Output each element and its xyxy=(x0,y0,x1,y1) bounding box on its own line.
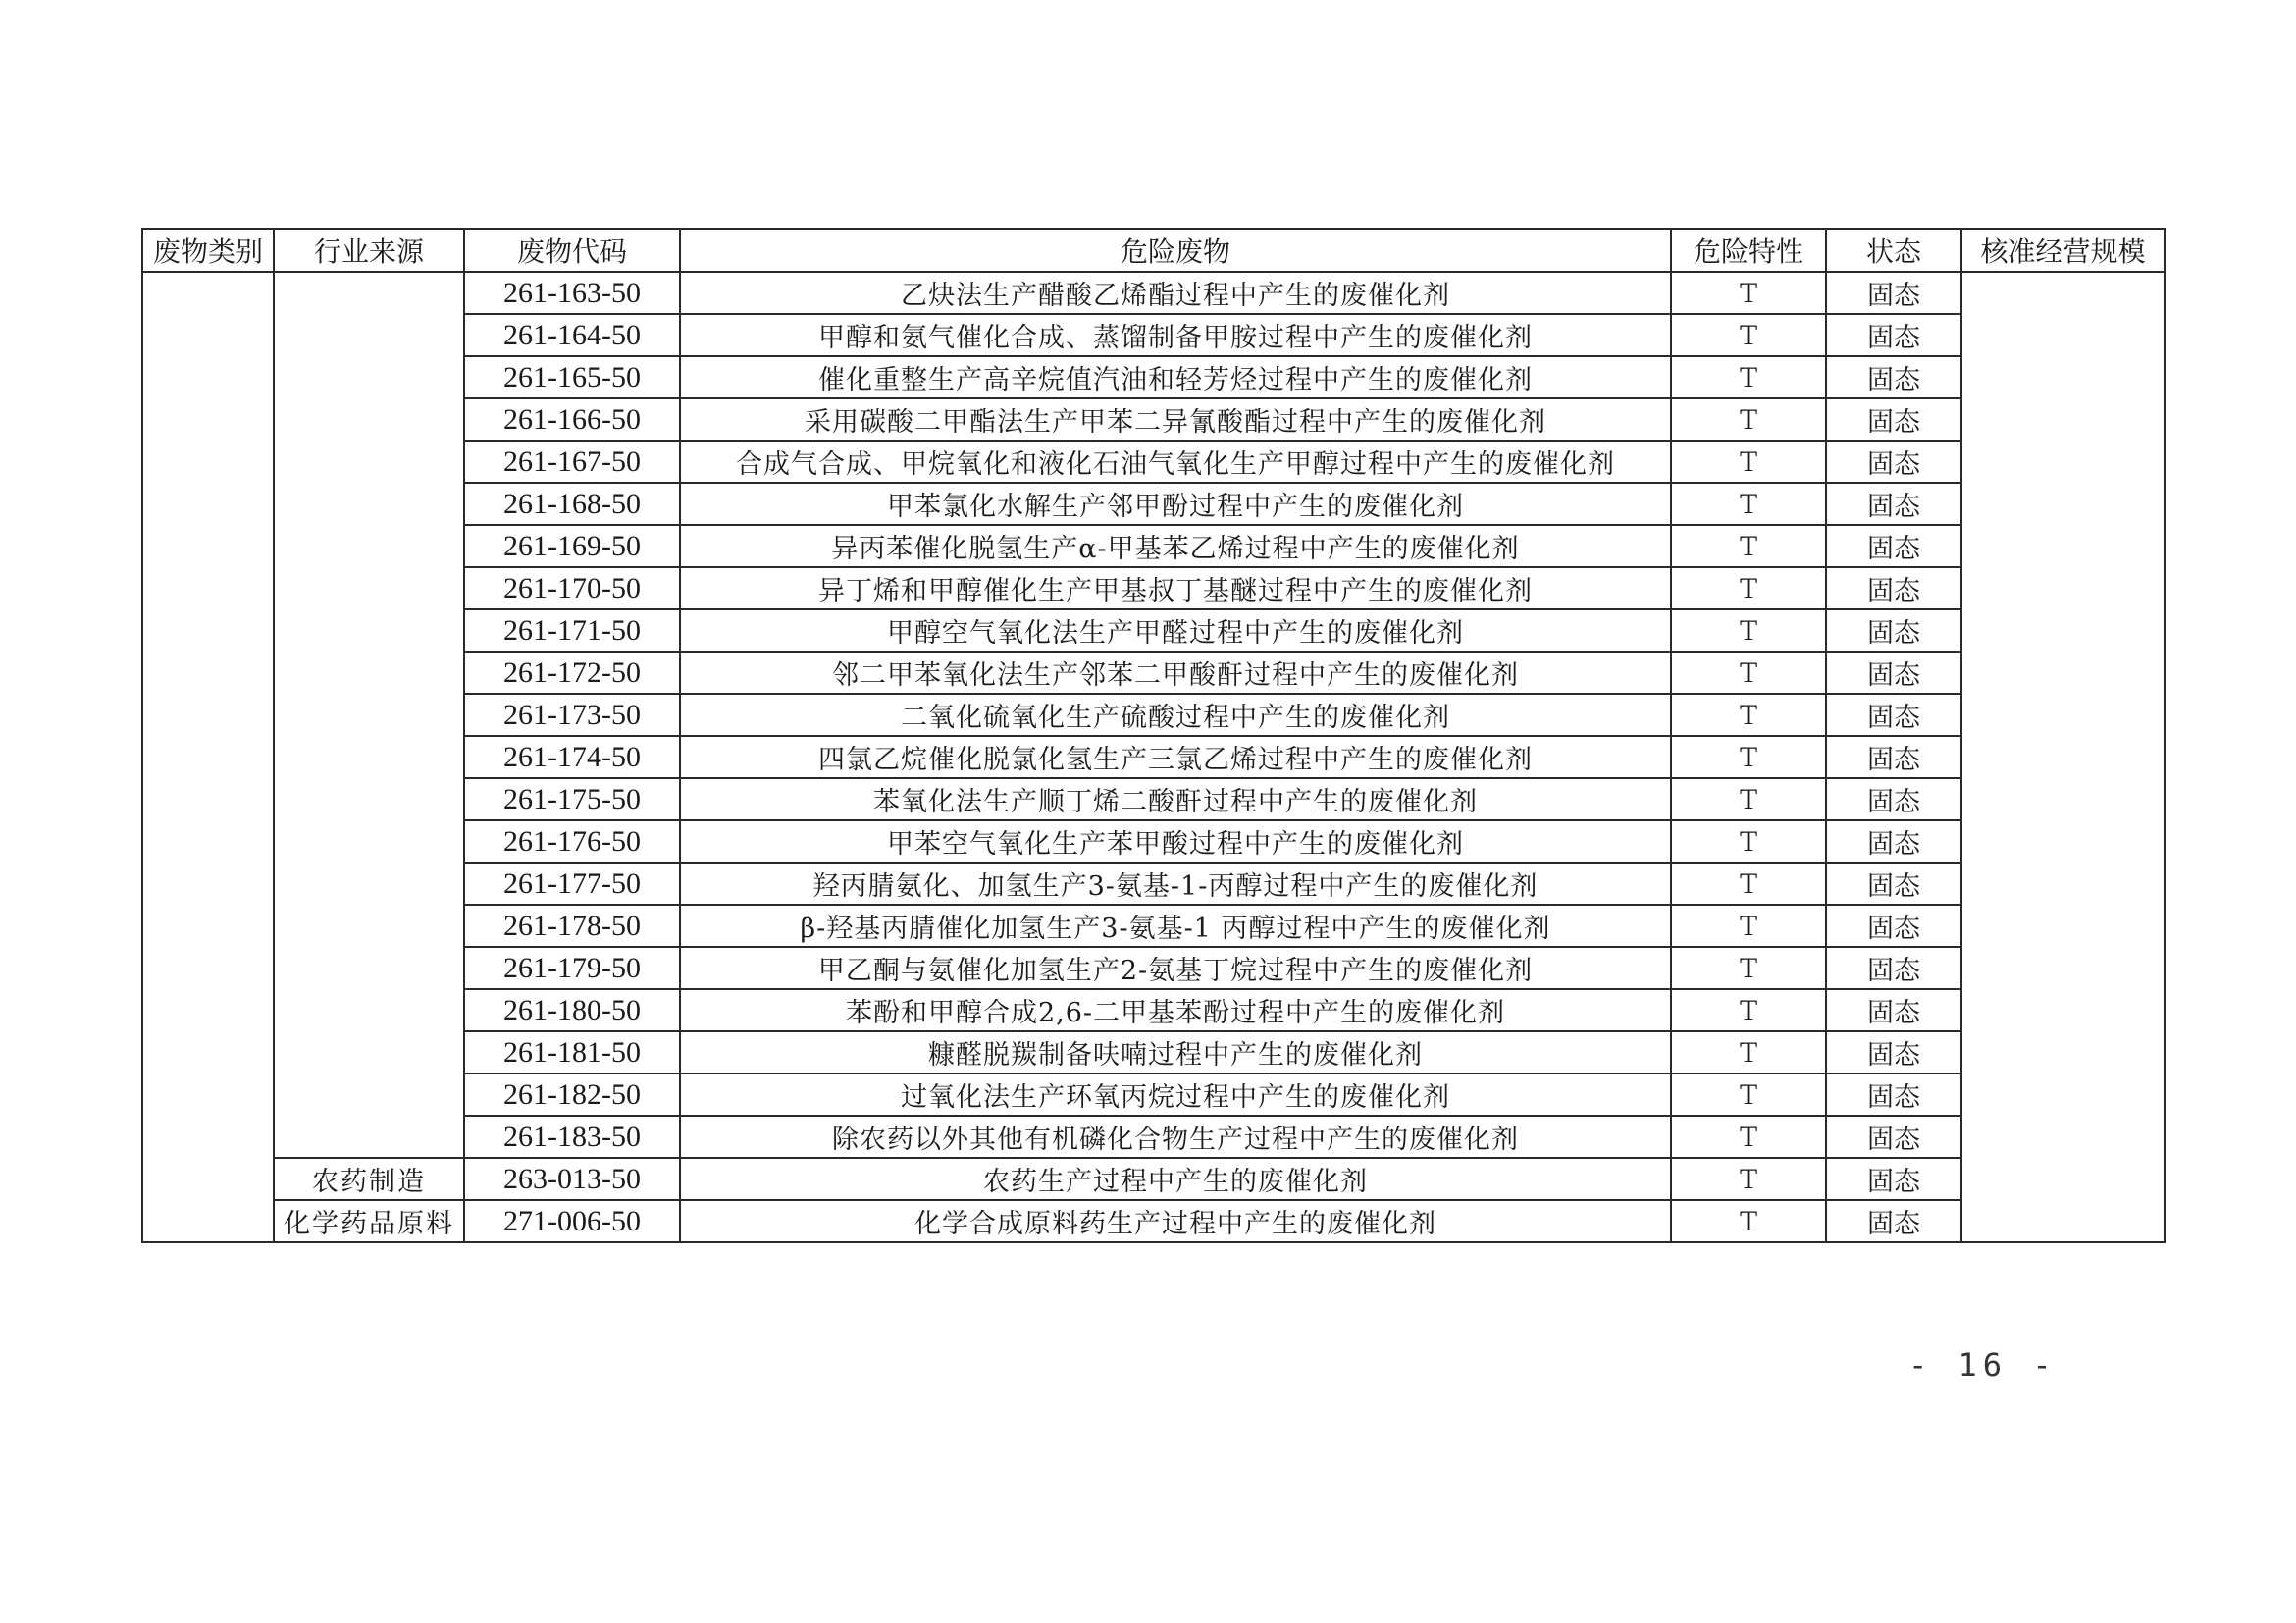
waste-code-cell: 263-013-50 xyxy=(464,1158,680,1200)
physical-state-cell: 固态 xyxy=(1826,694,1961,736)
hazard-characteristic-cell: T xyxy=(1671,694,1826,736)
physical-state-cell: 固态 xyxy=(1826,314,1961,356)
hazard-characteristic-cell: T xyxy=(1671,398,1826,441)
header-waste: 危险废物 xyxy=(680,229,1671,272)
table-row xyxy=(142,1158,2165,1200)
hazard-characteristic-cell: T xyxy=(1671,905,1826,947)
waste-code-cell: 261-166-50 xyxy=(464,398,680,441)
physical-state-cell: 固态 xyxy=(1826,905,1961,947)
waste-description-cell: 苯酚和甲醇合成2,6-二甲基苯酚过程中产生的废催化剂 xyxy=(680,989,1671,1031)
waste-code-cell: 261-164-50 xyxy=(464,314,680,356)
physical-state-cell: 固态 xyxy=(1826,272,1961,314)
waste-code-cell: 261-171-50 xyxy=(464,609,680,652)
hazard-characteristic-cell: T xyxy=(1671,272,1826,314)
physical-state-cell: 固态 xyxy=(1826,989,1961,1031)
waste-description-cell: 四氯乙烷催化脱氯化氢生产三氯乙烯过程中产生的废催化剂 xyxy=(680,736,1671,778)
waste-description-cell: 二氧化硫氧化生产硫酸过程中产生的废催化剂 xyxy=(680,694,1671,736)
waste-code-cell: 261-181-50 xyxy=(464,1031,680,1073)
industry-cell: 农药制造 xyxy=(274,1158,464,1200)
physical-state-cell: 固态 xyxy=(1826,947,1961,989)
header-code: 废物代码 xyxy=(464,229,680,272)
table-row xyxy=(142,272,2165,314)
waste-description-cell: 甲醇空气氧化法生产甲醛过程中产生的废催化剂 xyxy=(680,609,1671,652)
table-body xyxy=(142,272,2165,1242)
waste-description-cell: 催化重整生产高辛烷值汽油和轻芳烃过程中产生的废催化剂 xyxy=(680,356,1671,398)
waste-description-cell: 羟丙腈氨化、加氢生产3-氨基-1-丙醇过程中产生的废催化剂 xyxy=(680,863,1671,905)
waste-description-cell: 糠醛脱羰制备呋喃过程中产生的废催化剂 xyxy=(680,1031,1671,1073)
physical-state-cell: 固态 xyxy=(1826,441,1961,483)
waste-code-cell: 261-170-50 xyxy=(464,567,680,609)
hazard-characteristic-cell: T xyxy=(1671,736,1826,778)
industry-cell xyxy=(274,272,464,1158)
waste-code-cell: 261-178-50 xyxy=(464,905,680,947)
approved-scale-cell xyxy=(1961,272,2165,1242)
category-cell xyxy=(142,272,274,1242)
hazard-characteristic-cell: T xyxy=(1671,1158,1826,1200)
hazard-characteristic-cell: T xyxy=(1671,652,1826,694)
waste-code-cell: 261-167-50 xyxy=(464,441,680,483)
waste-code-cell: 261-177-50 xyxy=(464,863,680,905)
header-hazard: 危险特性 xyxy=(1671,229,1826,272)
waste-description-cell: 乙炔法生产醋酸乙烯酯过程中产生的废催化剂 xyxy=(680,272,1671,314)
waste-description-cell: 苯氧化法生产顺丁烯二酸酐过程中产生的废催化剂 xyxy=(680,778,1671,820)
waste-description-cell: 异丙苯催化脱氢生产α-甲基苯乙烯过程中产生的废催化剂 xyxy=(680,525,1671,567)
waste-code-cell: 261-172-50 xyxy=(464,652,680,694)
header-scale: 核准经营规模 xyxy=(1961,229,2165,272)
waste-description-cell: 甲苯空气氧化生产苯甲酸过程中产生的废催化剂 xyxy=(680,820,1671,863)
waste-code-cell: 261-174-50 xyxy=(464,736,680,778)
waste-description-cell: 甲醇和氨气催化合成、蒸馏制备甲胺过程中产生的废催化剂 xyxy=(680,314,1671,356)
page-number: - 16 - xyxy=(1908,1346,2058,1384)
physical-state-cell: 固态 xyxy=(1826,525,1961,567)
physical-state-cell: 固态 xyxy=(1826,863,1961,905)
waste-code-cell: 261-179-50 xyxy=(464,947,680,989)
physical-state-cell: 固态 xyxy=(1826,1073,1961,1116)
hazard-characteristic-cell: T xyxy=(1671,1116,1826,1158)
waste-code-cell: 261-169-50 xyxy=(464,525,680,567)
waste-description-cell: 过氧化法生产环氧丙烷过程中产生的废催化剂 xyxy=(680,1073,1671,1116)
waste-code-cell: 261-183-50 xyxy=(464,1116,680,1158)
hazard-characteristic-cell: T xyxy=(1671,609,1826,652)
hazard-characteristic-cell: T xyxy=(1671,947,1826,989)
hazard-characteristic-cell: T xyxy=(1671,1031,1826,1073)
waste-code-cell: 261-175-50 xyxy=(464,778,680,820)
waste-description-cell: 除农药以外其他有机磷化合物生产过程中产生的废催化剂 xyxy=(680,1116,1671,1158)
physical-state-cell: 固态 xyxy=(1826,356,1961,398)
hazard-characteristic-cell: T xyxy=(1671,483,1826,525)
waste-code-cell: 261-165-50 xyxy=(464,356,680,398)
header-state: 状态 xyxy=(1826,229,1961,272)
physical-state-cell: 固态 xyxy=(1826,567,1961,609)
header-category: 废物类别 xyxy=(142,229,274,272)
hazard-characteristic-cell: T xyxy=(1671,1073,1826,1116)
waste-code-cell: 261-182-50 xyxy=(464,1073,680,1116)
waste-description-cell: β-羟基丙腈催化加氢生产3-氨基-1 丙醇过程中产生的废催化剂 xyxy=(680,905,1671,947)
hazard-characteristic-cell: T xyxy=(1671,778,1826,820)
waste-description-cell: 合成气合成、甲烷氧化和液化石油气氧化生产甲醇过程中产生的废催化剂 xyxy=(680,441,1671,483)
waste-description-cell: 农药生产过程中产生的废催化剂 xyxy=(680,1158,1671,1200)
hazard-characteristic-cell: T xyxy=(1671,314,1826,356)
waste-code-cell: 261-176-50 xyxy=(464,820,680,863)
waste-description-cell: 采用碳酸二甲酯法生产甲苯二异氰酸酯过程中产生的废催化剂 xyxy=(680,398,1671,441)
hazard-characteristic-cell: T xyxy=(1671,567,1826,609)
physical-state-cell: 固态 xyxy=(1826,483,1961,525)
header-industry: 行业来源 xyxy=(274,229,464,272)
physical-state-cell: 固态 xyxy=(1826,820,1961,863)
physical-state-cell: 固态 xyxy=(1826,609,1961,652)
hazard-characteristic-cell: T xyxy=(1671,525,1826,567)
waste-description-cell: 化学合成原料药生产过程中产生的废催化剂 xyxy=(680,1200,1671,1242)
hazard-characteristic-cell: T xyxy=(1671,820,1826,863)
hazard-characteristic-cell: T xyxy=(1671,441,1826,483)
waste-description-cell: 异丁烯和甲醇催化生产甲基叔丁基醚过程中产生的废催化剂 xyxy=(680,567,1671,609)
physical-state-cell: 固态 xyxy=(1826,398,1961,441)
hazard-characteristic-cell: T xyxy=(1671,989,1826,1031)
hazard-characteristic-cell: T xyxy=(1671,1200,1826,1242)
physical-state-cell: 固态 xyxy=(1826,736,1961,778)
physical-state-cell: 固态 xyxy=(1826,1158,1961,1200)
hazard-characteristic-cell: T xyxy=(1671,356,1826,398)
hazardous-waste-table xyxy=(141,228,2166,1243)
physical-state-cell: 固态 xyxy=(1826,778,1961,820)
waste-description-cell: 甲乙酮与氨催化加氢生产2-氨基丁烷过程中产生的废催化剂 xyxy=(680,947,1671,989)
industry-cell: 化学药品原料 xyxy=(274,1200,464,1242)
waste-code-cell: 261-163-50 xyxy=(464,272,680,314)
hazard-characteristic-cell: T xyxy=(1671,863,1826,905)
physical-state-cell: 固态 xyxy=(1826,652,1961,694)
waste-code-cell: 261-180-50 xyxy=(464,989,680,1031)
physical-state-cell: 固态 xyxy=(1826,1116,1961,1158)
physical-state-cell: 固态 xyxy=(1826,1200,1961,1242)
table-header-row xyxy=(142,229,2165,272)
waste-code-cell: 261-168-50 xyxy=(464,483,680,525)
waste-code-cell: 271-006-50 xyxy=(464,1200,680,1242)
waste-code-cell: 261-173-50 xyxy=(464,694,680,736)
waste-description-cell: 甲苯氯化水解生产邻甲酚过程中产生的废催化剂 xyxy=(680,483,1671,525)
waste-description-cell: 邻二甲苯氧化法生产邻苯二甲酸酐过程中产生的废催化剂 xyxy=(680,652,1671,694)
physical-state-cell: 固态 xyxy=(1826,1031,1961,1073)
table-row xyxy=(142,1200,2165,1242)
